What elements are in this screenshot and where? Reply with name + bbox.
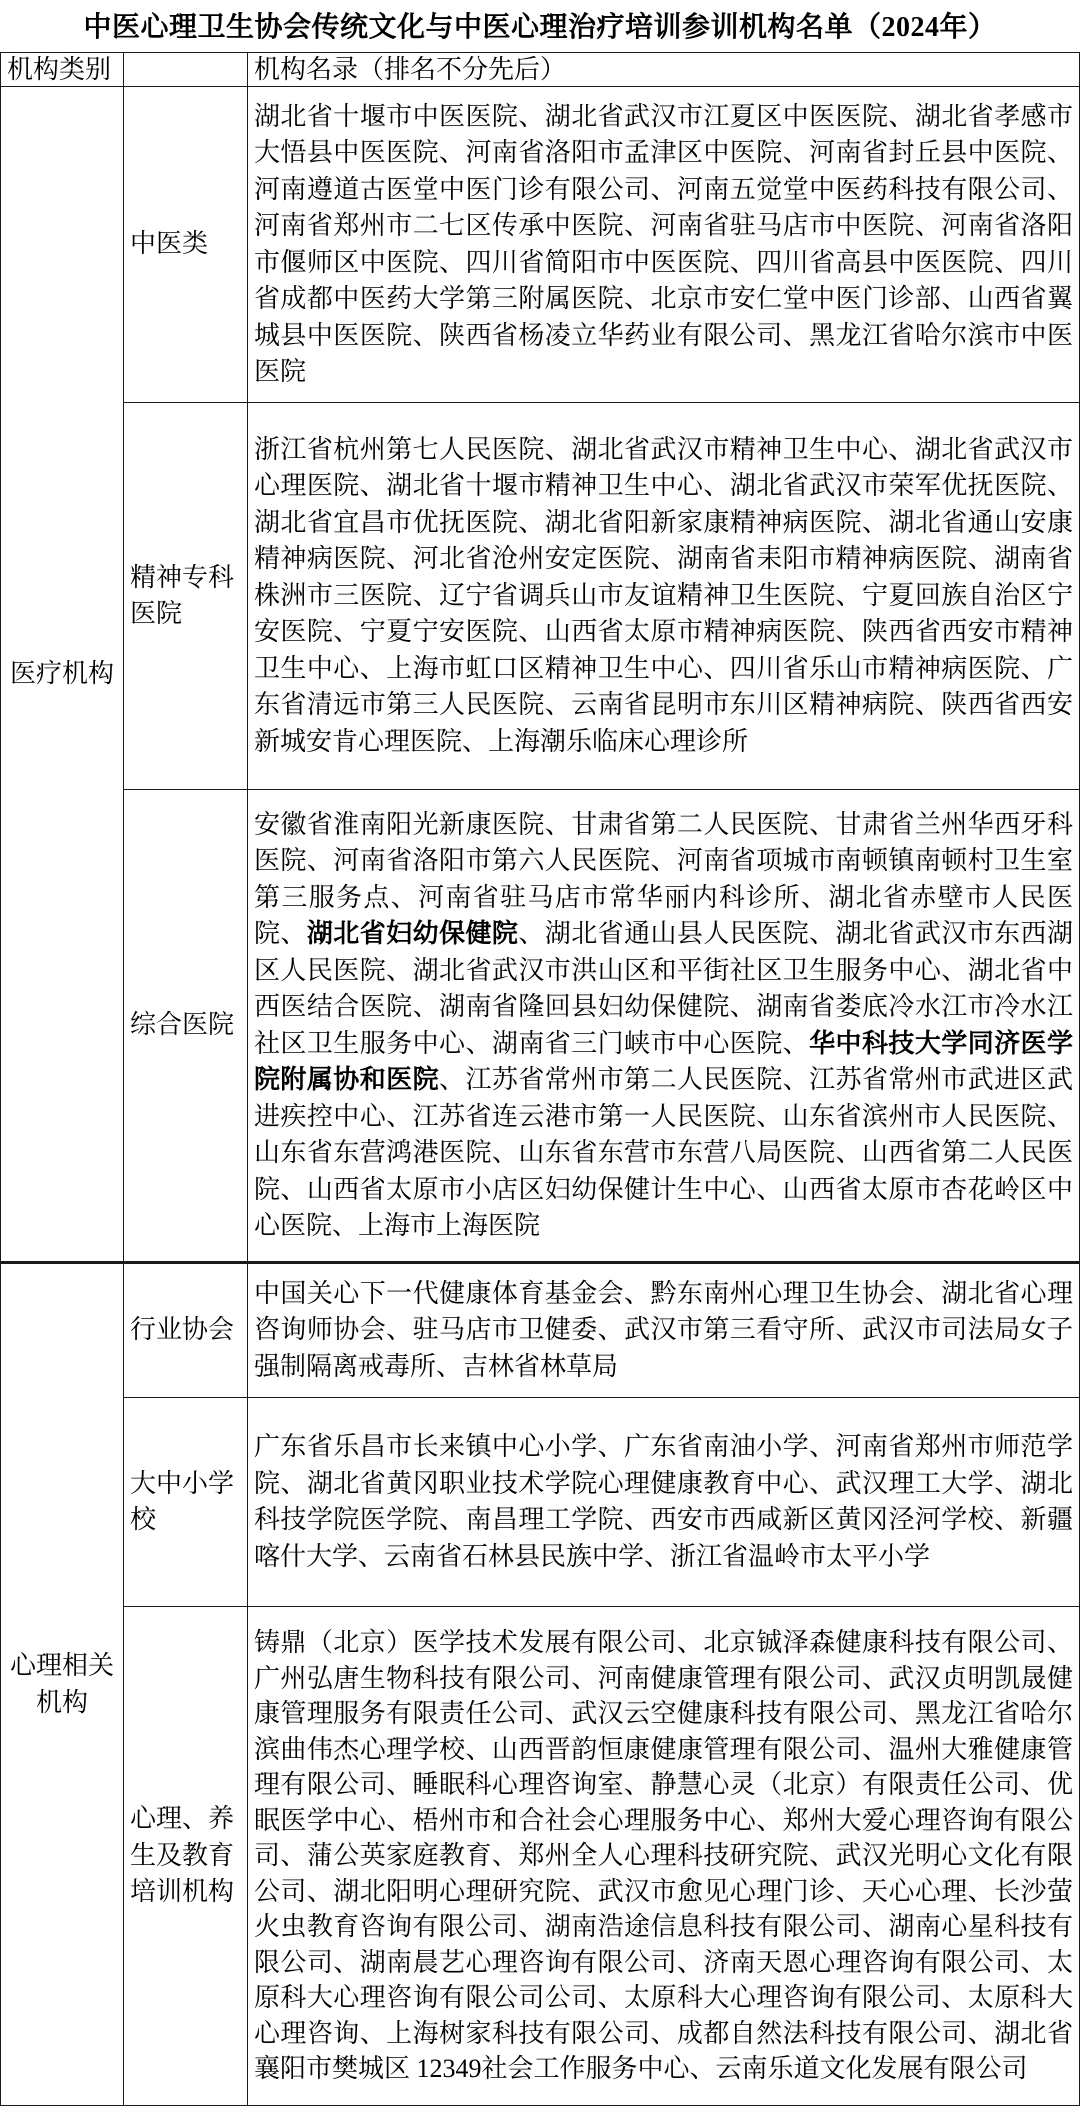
institution-list-xuexiao: [248, 1398, 1080, 1607]
category-cell-zonghe: 综合医院: [124, 790, 248, 1263]
institution-names: 广东省乐昌市长来镇中心小学、广东省南油小学、河南省郑州市师范学院、湖北省黄冈职业技术学院心理健康教育中心、武汉理工大学、湖北科技学院医学院、南昌理工学院、西安市西咸新区黄冈泾河学校、新疆喀什大学、云南省石林县民族中学、浙江省温岭市太平小学: [254, 1432, 1073, 1571]
institution-names: 安徽省淮南阳光新康医院、甘肃省第二人民医院、甘肃省兰州华西牙科医院、河南省洛阳市第六人民医院、河南省项城市南顿镇南顿村卫生室第三服务点、河南省驻马店市常华丽内科诊所、湖北省赤壁市人民医院、: [254, 809, 1073, 948]
institution-names: 、江苏省常州市第二人民医院、江苏省常州市武进区武进疾控中心、江苏省连云港市第一人民医院、山东省滨州市人民医院、山东省东营鸿港医院、山东省东营市东营八局医院、山西省第二人民医院、山西省太原市小店区妇幼保健计生中心、山西省太原市杏花岭区中心医院、上海市上海医院: [254, 1065, 1073, 1240]
group-cell-medical: 医疗机构: [1, 87, 124, 1263]
header-list-cell: 机构名录（排名不分先后）: [248, 53, 1080, 87]
institution-names: 中国关心下一代健康体育基金会、黔东南州心理卫生协会、湖北省心理咨询师协会、驻马店市卫健委、武汉市第三看守所、武汉市司法局女子强制隔离戒毒所、吉林省林草局: [254, 1278, 1073, 1381]
institution-list-jingshen: [248, 403, 1080, 790]
table-row-zhongyi: [1, 87, 1080, 403]
document-title: 中医心理卫生协会传统文化与中医心理治疗培训参训机构名单（2024年）: [83, 12, 997, 43]
table-row-jingshen: [1, 403, 1080, 790]
table-row-xuexiao: [1, 1398, 1080, 1607]
institution-list-zonghe: [248, 790, 1080, 1263]
institution-list-hangye: [248, 1263, 1080, 1398]
category-cell-xuexiao: 大中小学校: [124, 1398, 248, 1607]
institution-list-peixun: [248, 1607, 1080, 2106]
group-cell-psychology: 心理相关机构: [1, 1263, 124, 2106]
table-row-peixun: [1, 1607, 1080, 2106]
institution-name-bold: 湖北省妇幼保健院: [306, 919, 519, 948]
institution-names: 、湖北省通山县人民医院、湖北省武汉市东西湖区人民医院、湖北省武汉市洪山区和平街社区卫生服务中心、湖北省中西医结合医院、湖南省隆回县妇幼保健院、湖南省娄底冷水江市冷水江社区卫生服务中心、湖南省三门峡市中心医院、: [254, 919, 1073, 1058]
header-empty-cell: [124, 53, 248, 87]
category-cell-zhongyi: 中医类: [124, 87, 248, 403]
institution-names: 浙江省杭州第七人民医院、湖北省武汉市精神卫生中心、湖北省武汉市心理医院、湖北省十堰市精神卫生中心、湖北省武汉市荣军优抚医院、湖北省宜昌市优抚医院、湖北省阳新家康精神病医院、湖北省通山安康精神病医院、河北省沧州安定医院、湖南省耒阳市精神病医院、湖南省株洲市三医院、辽宁省调兵山市友谊精神卫生医院、宁夏回族自治区宁安医院、宁夏宁安医院、山西省太原市精神病医院、陕西省西安市精神卫生中心、上海市虹口区精神卫生中心、四川省乐山市精神病医院、广东省清远市第三人民医院、云南省昆明市东川区精神病院、陕西省西安新城安肯心理医院、上海潮乐临床心理诊所: [254, 434, 1073, 756]
header-category-cell: 机构类别: [1, 53, 124, 87]
institution-names: 湖北省十堰市中医医院、湖北省武汉市江夏区中医医院、湖北省孝感市大悟县中医医院、河南省洛阳市孟津区中医院、河南省封丘县中医院、河南遵道古医堂中医门诊有限公司、河南五觉堂中医药科技有限公司、河南省郑州市二七区传承中医院、河南省驻马店市中医院、河南省洛阳市偃师区中医院、四川省简阳市中医医院、四川省高县中医医院、四川省成都中医药大学第三附属医院、北京市安仁堂中医门诊部、山西省翼城县中医医院、陕西省杨凌立华药业有限公司、黑龙江省哈尔滨市中医医院: [254, 101, 1073, 386]
institutions-table: [0, 52, 1080, 2106]
table-row-zonghe: [1, 790, 1080, 1263]
table-row-hangye: [1, 1263, 1080, 1398]
institution-list-zhongyi: [248, 87, 1080, 403]
category-cell-peixun: 心理、养生及教育培训机构: [124, 1607, 248, 2106]
category-cell-hangye: 行业协会: [124, 1263, 248, 1398]
institution-name-bold: 华中科技大学同济医学院附属协和医院: [254, 1028, 1073, 1094]
institution-names: 铸鼎（北京）医学技术发展有限公司、北京铖泽森健康科技有限公司、广州弘唐生物科技有限公司、河南健康管理有限公司、武汉贞明凯晟健康管理服务有限责任公司、武汉云空健康科技有限公司、黑龙江省哈尔滨曲伟杰心理学校、山西晋韵恒康健康管理有限公司、温州大雅健康管理有限公司、睡眠科心理咨询室、静慧心灵（北京）有限责任公司、优眠医学中心、梧州市和合社会心理服务中心、郑州大爱心理咨询有限公司、蒲公英家庭教育、郑州全人心理科技研究院、武汉光明心文化有限公司、湖北阳明心理研究院、武汉市愈见心理门诊、天心心理、长沙萤火虫教育咨询有限公司、湖南浩途信息科技有限公司、湖南心星科技有限公司、湖南晨艺心理咨询有限公司、济南天恩心理咨询有限公司、太原科大心理咨询有限公司公司、太原科大心理咨询有限公司、太原科大心理咨询、上海树家科技有限公司、成都自然法科技有限公司、湖北省襄阳市樊城区 12349社会工作服务中心、云南乐道文化发展有限公司: [254, 1628, 1073, 2084]
category-cell-jingshen: 精神专科医院: [124, 403, 248, 790]
table-header-row: [1, 53, 1080, 87]
